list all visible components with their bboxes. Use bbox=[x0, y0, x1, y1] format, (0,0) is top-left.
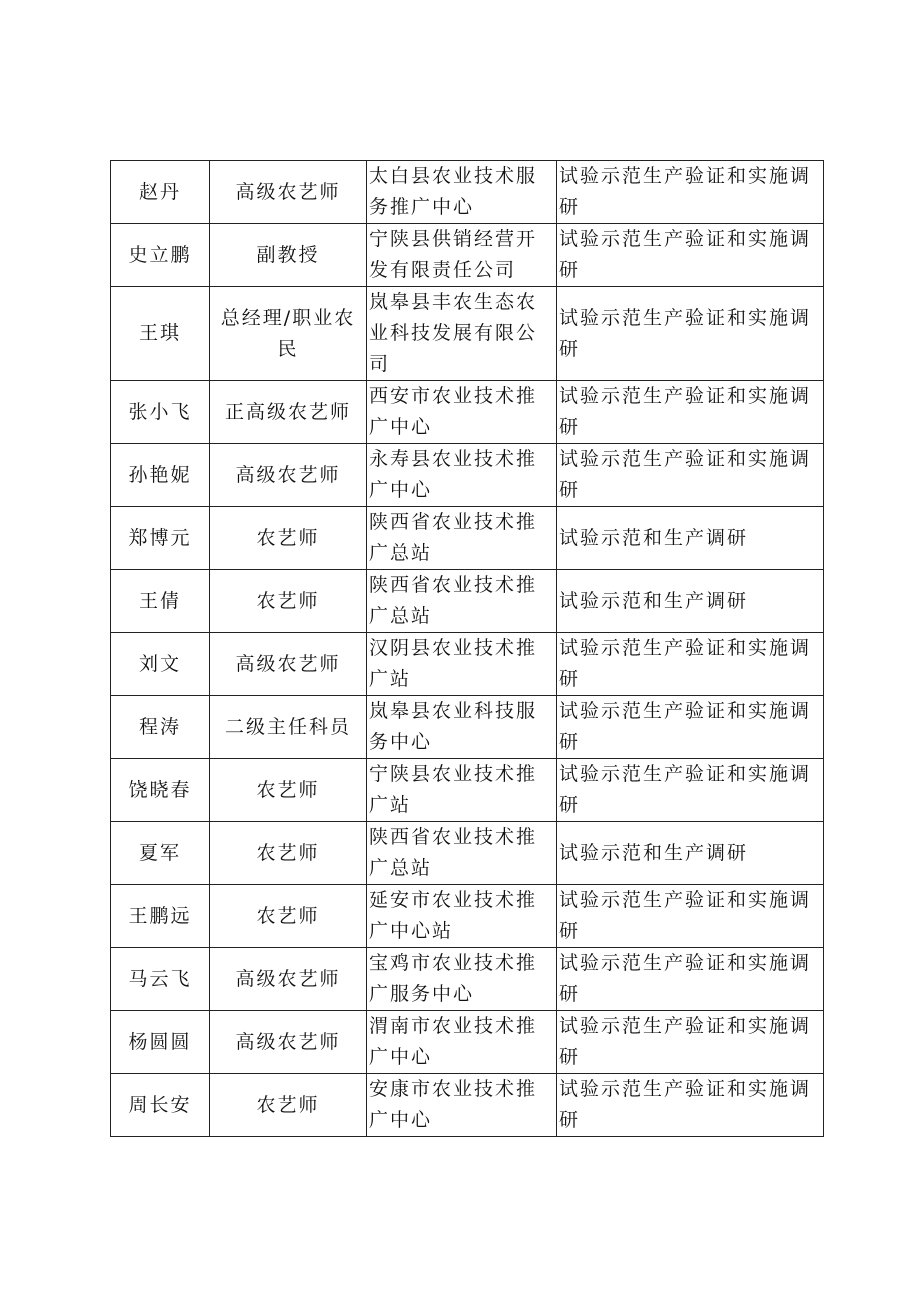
person-name: 张小飞 bbox=[111, 381, 210, 444]
person-title: 高级农艺师 bbox=[210, 444, 367, 507]
person-task: 试验示范和生产调研 bbox=[557, 570, 824, 633]
person-task: 试验示范生产验证和实施调研 bbox=[557, 444, 824, 507]
person-name: 饶晓春 bbox=[111, 759, 210, 822]
table-row bbox=[111, 570, 824, 633]
person-organization: 汉阴县农业技术推广站 bbox=[367, 633, 557, 696]
person-title: 高级农艺师 bbox=[210, 1011, 367, 1074]
person-title: 高级农艺师 bbox=[210, 948, 367, 1011]
person-title: 农艺师 bbox=[210, 885, 367, 948]
person-name: 郑博元 bbox=[111, 507, 210, 570]
person-task: 试验示范生产验证和实施调研 bbox=[557, 759, 824, 822]
person-task: 试验示范生产验证和实施调研 bbox=[557, 224, 824, 287]
person-name: 史立鹏 bbox=[111, 224, 210, 287]
person-organization: 延安市农业技术推广中心站 bbox=[367, 885, 557, 948]
person-title: 农艺师 bbox=[210, 822, 367, 885]
personnel-table bbox=[110, 160, 824, 1137]
person-title: 农艺师 bbox=[210, 1074, 367, 1137]
person-task: 试验示范生产验证和实施调研 bbox=[557, 161, 824, 224]
table-row bbox=[111, 381, 824, 444]
person-name: 王倩 bbox=[111, 570, 210, 633]
person-name: 王鹏远 bbox=[111, 885, 210, 948]
person-task: 试验示范和生产调研 bbox=[557, 507, 824, 570]
person-organization: 宁陕县农业技术推广站 bbox=[367, 759, 557, 822]
person-organization: 陕西省农业技术推广总站 bbox=[367, 822, 557, 885]
person-task: 试验示范生产验证和实施调研 bbox=[557, 885, 824, 948]
person-title: 农艺师 bbox=[210, 570, 367, 633]
person-name: 王琪 bbox=[111, 287, 210, 381]
person-title: 总经理/职业农民 bbox=[210, 287, 367, 381]
table-row bbox=[111, 822, 824, 885]
person-task: 试验示范生产验证和实施调研 bbox=[557, 287, 824, 381]
table-row bbox=[111, 885, 824, 948]
person-name: 周长安 bbox=[111, 1074, 210, 1137]
person-name: 赵丹 bbox=[111, 161, 210, 224]
person-organization: 太白县农业技术服务推广中心 bbox=[367, 161, 557, 224]
table-row bbox=[111, 287, 824, 381]
person-title: 二级主任科员 bbox=[210, 696, 367, 759]
table-row bbox=[111, 633, 824, 696]
table-row bbox=[111, 444, 824, 507]
person-name: 夏军 bbox=[111, 822, 210, 885]
table-row bbox=[111, 759, 824, 822]
person-task: 试验示范生产验证和实施调研 bbox=[557, 633, 824, 696]
person-organization: 渭南市农业技术推广中心 bbox=[367, 1011, 557, 1074]
person-organization: 永寿县农业技术推广中心 bbox=[367, 444, 557, 507]
table-row bbox=[111, 948, 824, 1011]
person-organization: 安康市农业技术推广中心 bbox=[367, 1074, 557, 1137]
person-task: 试验示范生产验证和实施调研 bbox=[557, 381, 824, 444]
person-task: 试验示范生产验证和实施调研 bbox=[557, 696, 824, 759]
person-name: 孙艳妮 bbox=[111, 444, 210, 507]
person-title: 正高级农艺师 bbox=[210, 381, 367, 444]
table-row bbox=[111, 161, 824, 224]
person-organization: 宁陕县供销经营开发有限责任公司 bbox=[367, 224, 557, 287]
person-task: 试验示范生产验证和实施调研 bbox=[557, 1074, 824, 1137]
table-row bbox=[111, 1074, 824, 1137]
person-organization: 陕西省农业技术推广总站 bbox=[367, 570, 557, 633]
person-title: 高级农艺师 bbox=[210, 161, 367, 224]
table-row bbox=[111, 1011, 824, 1074]
table-row bbox=[111, 224, 824, 287]
person-title: 高级农艺师 bbox=[210, 633, 367, 696]
person-organization: 宝鸡市农业技术推广服务中心 bbox=[367, 948, 557, 1011]
person-name: 刘文 bbox=[111, 633, 210, 696]
person-name: 马云飞 bbox=[111, 948, 210, 1011]
person-organization: 西安市农业技术推广中心 bbox=[367, 381, 557, 444]
person-title: 副教授 bbox=[210, 224, 367, 287]
person-task: 试验示范和生产调研 bbox=[557, 822, 824, 885]
person-title: 农艺师 bbox=[210, 507, 367, 570]
person-organization: 陕西省农业技术推广总站 bbox=[367, 507, 557, 570]
person-organization: 岚皋县农业科技服务中心 bbox=[367, 696, 557, 759]
table-row bbox=[111, 696, 824, 759]
person-organization: 岚皋县丰农生态农业科技发展有限公司 bbox=[367, 287, 557, 381]
person-name: 程涛 bbox=[111, 696, 210, 759]
person-name: 杨圆圆 bbox=[111, 1011, 210, 1074]
person-task: 试验示范生产验证和实施调研 bbox=[557, 1011, 824, 1074]
person-title: 农艺师 bbox=[210, 759, 367, 822]
person-task: 试验示范生产验证和实施调研 bbox=[557, 948, 824, 1011]
table-row bbox=[111, 507, 824, 570]
